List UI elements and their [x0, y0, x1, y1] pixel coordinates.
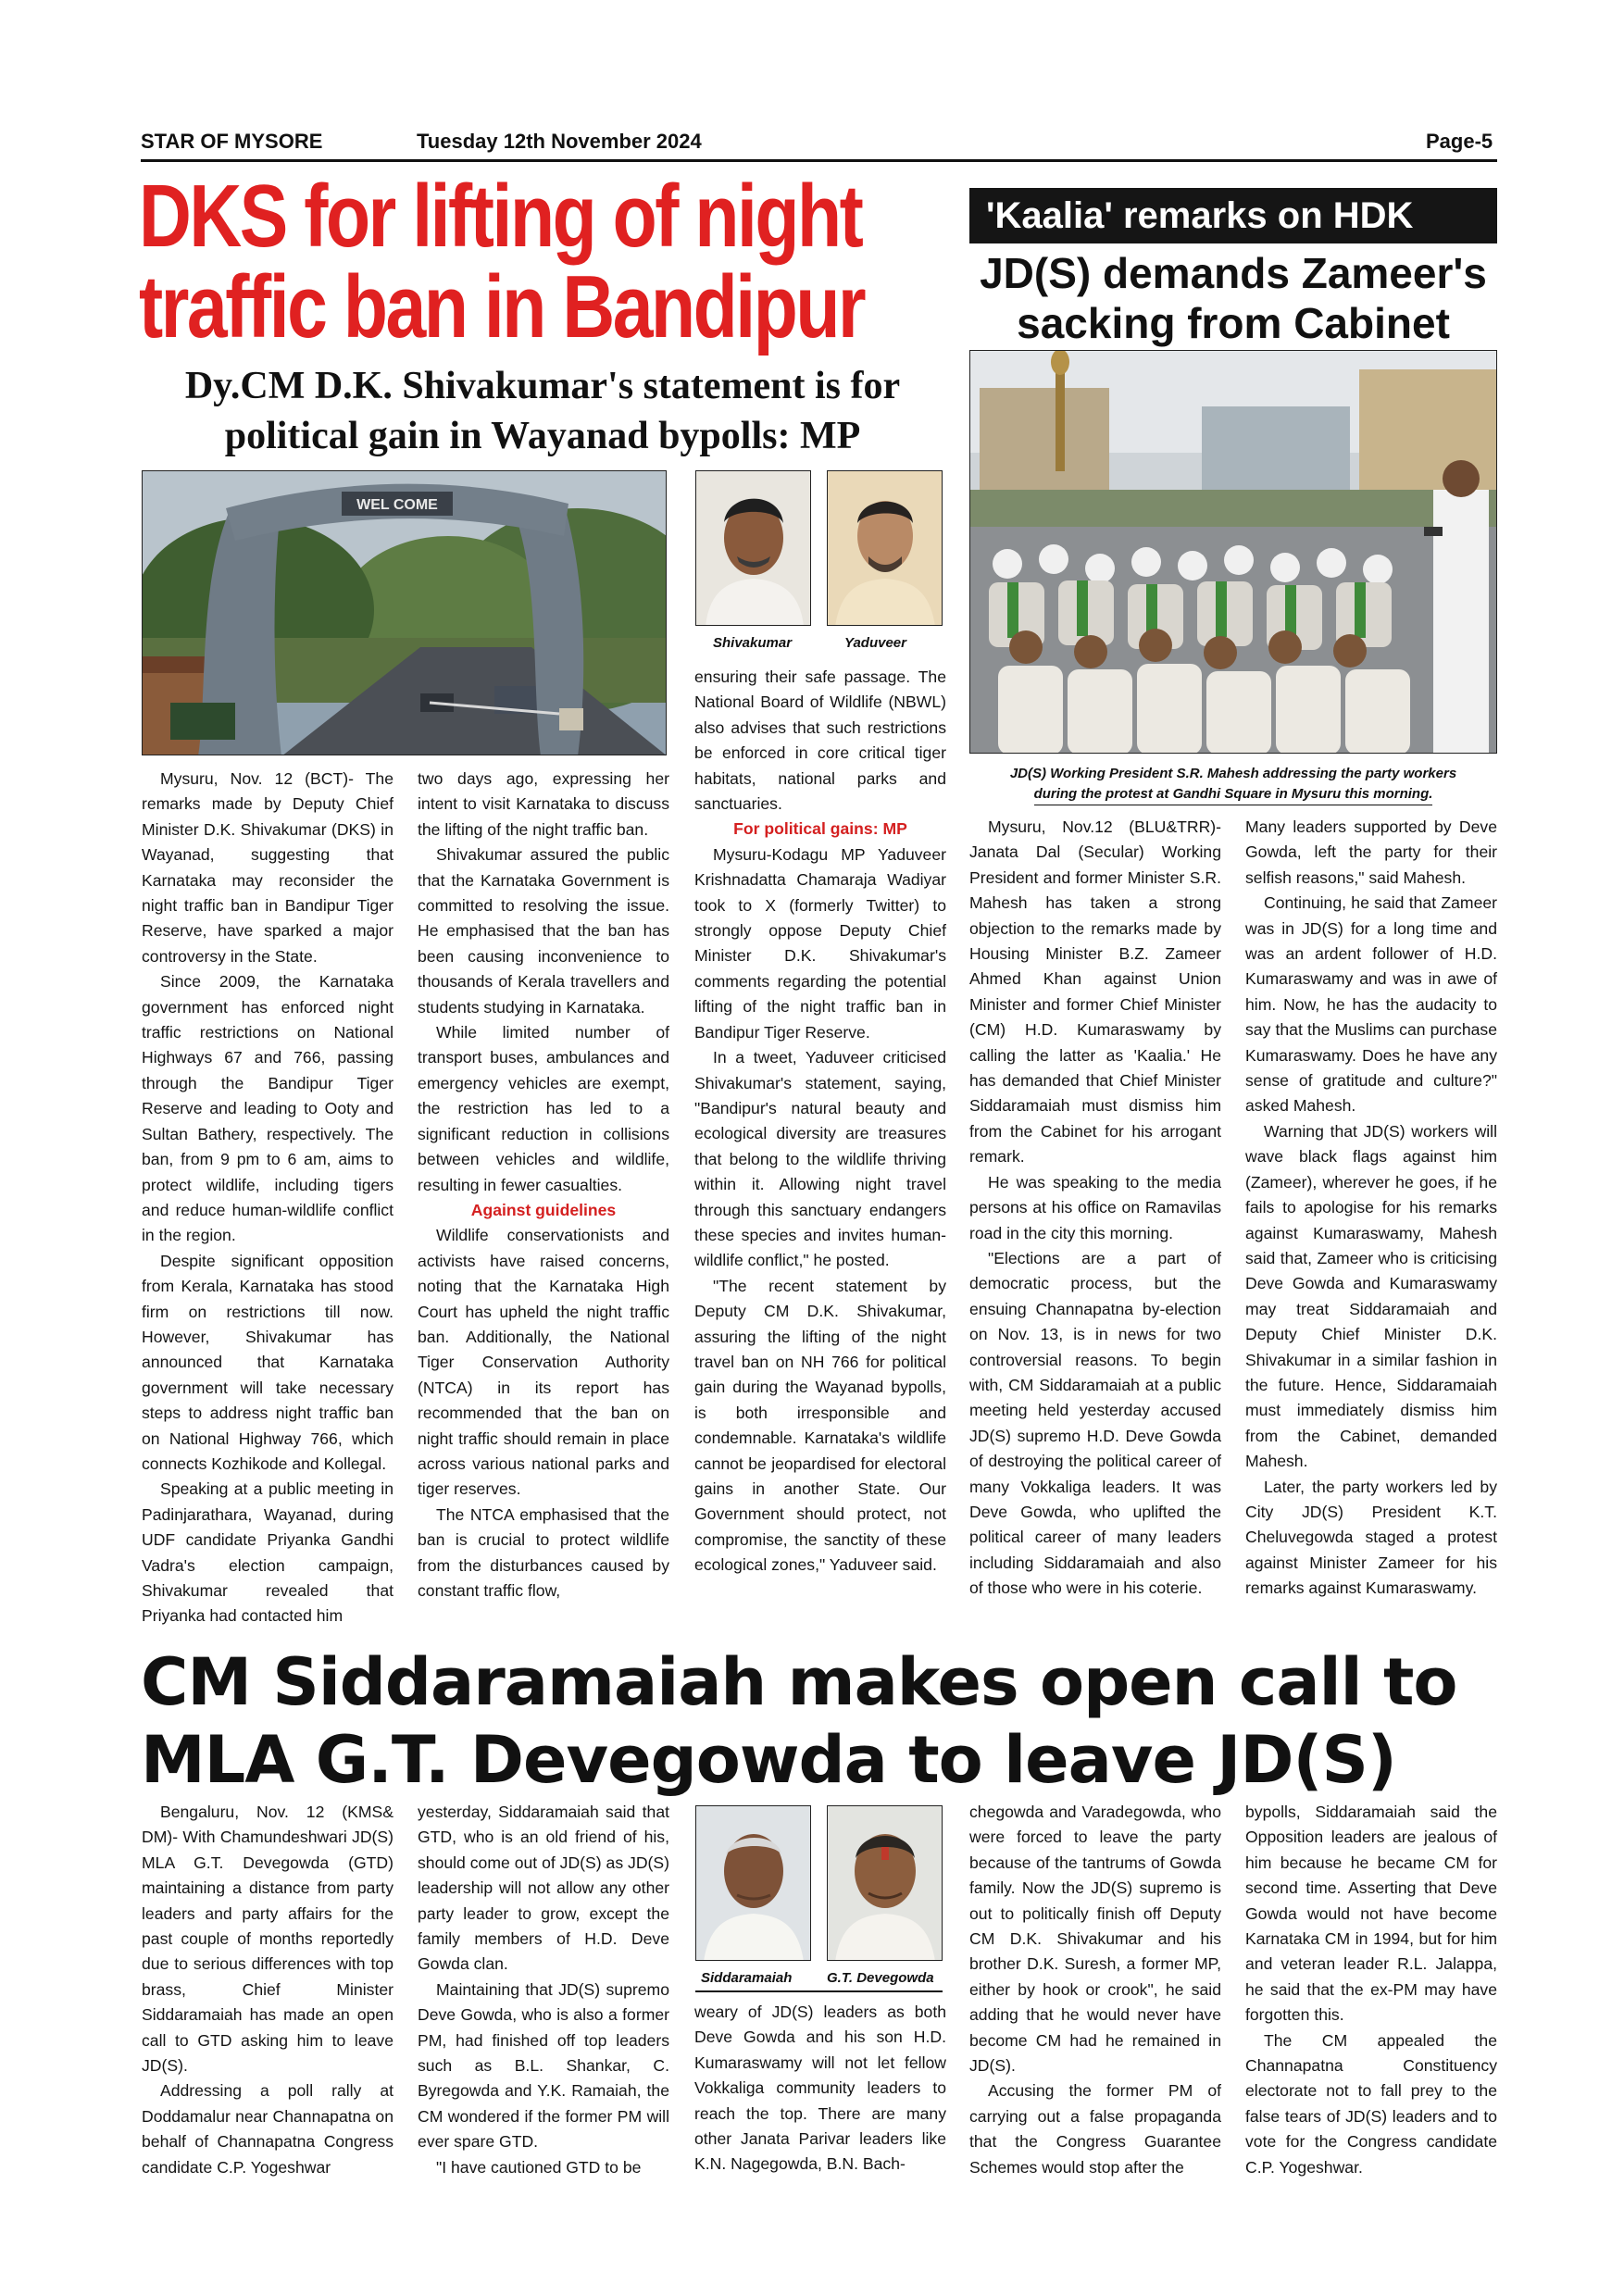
- masthead-page-number: Page-5: [1426, 130, 1493, 153]
- story3-para: Accusing the former PM of carrying out a false propaganda that the Congress Guarantee Schemes would stop after the: [969, 2081, 1221, 2177]
- story1-deck-line1: Dy.CM D.K. Shivakumar's statement is for: [184, 365, 901, 407]
- story2-para: "Elections are a part of democratic process, but the ensuing Channapatna by-election on Nov. 13, is in news for two controversial reasons. To begin with, CM Siddaramaiah at a public meeting held yesterday accused JD(S) supremo H.D. Deve Gowda of destroying the political career of many Vokkaliga leaders. It was Deve Gowda, who uplifted the political career of many leaders including Siddaramaiah and also of those who were in his coterie.: [969, 1248, 1221, 1598]
- arch-sign-text: WEL COME: [356, 497, 438, 513]
- story1-para: Mysuru-Kodagu MP Yaduveer Krishnadatta Chamaraja Wadiyar took to X (formerly Twitter) to strongly oppose Deputy Chief Minister D.K. Shivakumar's comments regarding the potential lifting of the night traffic ban in Bandipur Tiger Reserve.: [694, 844, 946, 1042]
- caption-gt-devegowda: G.T. Devegowda: [827, 1970, 934, 1986]
- bandipur-gate-illustration: [143, 471, 667, 755]
- story3-para: Addressing a poll rally at Doddamalur near Channapatna on behalf of Channapatna Congress candidate C.P. Yogeshwar: [142, 2081, 394, 2177]
- story2-para: Continuing, he said that Zameer was in JD(S) for a long time and was an ardent follower of H.D. Kumaraswamy and was in awe of him. Now, he has the audacity to say that the Muslims can purchase Kumaraswamy. Does he have any sense of gratitude and culture?" asked Mahesh.: [1245, 893, 1497, 1116]
- gt-devegowda-portrait: [827, 1805, 943, 1961]
- story3-column-2: [418, 1800, 669, 2180]
- story3-column-1: [142, 1800, 394, 2180]
- jds-protest-photo: [969, 350, 1497, 754]
- story2-caption-line2: during the protest at Gandhi Square in Mysuru this morning.: [1034, 784, 1433, 805]
- story3-para: yesterday, Siddaramaiah said that GTD, who is an old friend of his, should come out of JD(S) as JD(S) leadership will not allow any other party leader to grow, except the family members of H.D. Deve Gowda clan.: [418, 1803, 669, 1974]
- story1-para: While limited number of transport buses, ambulances and emergency vehicles are exempt, the restriction has led to a significant reduction in collisions between vehicles and wildlife, resulting in fewer casualties.: [418, 1023, 669, 1194]
- story3-column-3: [694, 2000, 946, 2177]
- story1-para: two days ago, expressing her intent to visit Karnataka to discuss the lifting of the night traffic ban.: [418, 769, 669, 839]
- story2-column-1: [969, 815, 1221, 1602]
- story3-headline-line2: MLA G.T. Devegowda to leave JD(S): [141, 1722, 1396, 1798]
- story1-headline-line2: traffic ban in Bandipur: [139, 257, 865, 356]
- story3-column-4: [969, 1800, 1221, 2180]
- story2-para: He was speaking to the media persons at his office on Ramavilas road in the city this morning.: [969, 1172, 1221, 1242]
- story1-subhead-guidelines: Against guidelines: [470, 1200, 617, 1219]
- story1-para: ensuring their safe passage. The National Board of Wildlife (NBWL) also advises that such restrictions be enforced in core critical tiger habitats, national parks and sanctuaries.: [694, 668, 946, 814]
- story3-column-5: [1245, 1800, 1497, 2180]
- story1-para: In a tweet, Yaduveer criticised Shivakumar's statement, saying, "Bandipur's natural beauty and ecological diversity are treasures that belong to the wildlife thriving within it. Allowing night travel through this sanctuary endangers these species and invites human-wildlife conflict," he posted.: [694, 1048, 946, 1270]
- story1-headline: [139, 167, 865, 356]
- masthead-rule: [141, 159, 1497, 162]
- story1-para: Since 2009, the Karnataka government has enforced night traffic restrictions on National Highways 67 and 766, passing through the Bandipur Tiger Reserve and leading to Ooty and Sultan Bathery, respectively. The ban, from 9 pm to 6 am, aims to protect wildlife, including tigers and reduce human-wildlife conflict in the region.: [142, 972, 394, 1245]
- story3-para: weary of JD(S) leaders as both Deve Gowda and his son H.D. Kumaraswamy will not let fellow Vokkaliga community leaders to reach the top. There are many other Janata Parivar leaders like K.N. Nagegowda, B.N. Bach-: [694, 2003, 946, 2174]
- story3-para: Maintaining that JD(S) supremo Deve Gowda, who is also a former PM, had finished off top leaders such as B.L. Shankar, C. Byregowda and Y.K. Ramaiah, the CM wondered if the former PM will ever spare GTD.: [418, 1979, 669, 2152]
- caption-siddaramaiah: Siddaramaiah: [701, 1970, 793, 1986]
- shivakumar-portrait: [695, 470, 811, 626]
- bandipur-gate-photo: [142, 470, 667, 755]
- story2-headline-line2: sacking from Cabinet: [1017, 299, 1450, 347]
- masthead-date: Tuesday 12th November 2024: [417, 130, 702, 153]
- story2-para: Later, the party workers led by City JD(S) President K.T. Cheluvegowda staged a protest against Minister Zameer for his remarks against Kumaraswamy.: [1245, 1477, 1497, 1598]
- story1-para: The NTCA emphasised that the ban is crucial to protect wildlife from the disturbances caused by constant traffic flow,: [418, 1504, 669, 1600]
- story1-column-3: [694, 665, 946, 1578]
- story2-kicker: 'Kaalia' remarks on HDK: [969, 188, 1497, 243]
- story1-para: Shivakumar assured the public that the Karnataka Government is committed to resolving the issue. He emphasised that the ban has been causing inconvenience to thousands of Kerala travellers and students studying in Karnataka.: [418, 845, 669, 1017]
- story1-para: Mysuru, Nov. 12 (BCT)- The remarks made by Deputy Chief Minister D.K. Shivakumar (DKS) in Wayanad, suggesting that Karnataka may reconsider the night traffic ban in Bandipur Tiger Reserve, have sparked a major controversy in the State.: [142, 769, 394, 966]
- story3-para: The CM appealed the Channapatna Constituency electorate not to fall prey to the false tears of JD(S) leaders and to vote for the Congress candidate C.P. Yogeshwar.: [1245, 2030, 1497, 2177]
- story1-column-1: [142, 767, 394, 1629]
- caption-yaduveer: Yaduveer: [844, 635, 906, 651]
- story1-column-2: [418, 767, 669, 1603]
- story1-para: "The recent statement by Deputy CM D.K. Shivakumar, assuring the lifting of the night travel ban on NH 766 for political gain during the Wayanad bypolls, is both irresponsible and condemnable. Karnataka's wildlife cannot be jeopardised for electoral gains in another State. Our Government should protect, not compromise, the sanctity of these ecological zones," Yaduveer said.: [694, 1276, 946, 1575]
- story2-headline-line1: JD(S) demands Zameer's: [980, 249, 1487, 297]
- yaduveer-portrait: [827, 470, 943, 626]
- story3-headline: [141, 1643, 1497, 1799]
- story2-column-2: [1245, 815, 1497, 1602]
- story1-headline-line1: DKS for lifting of night: [139, 167, 862, 266]
- story3-para: "I have cautioned GTD to be: [436, 2157, 642, 2177]
- story2-photo-caption: [969, 764, 1497, 805]
- gt-devegowda-portrait-illustration: [828, 1806, 943, 1961]
- shivakumar-portrait-illustration: [696, 471, 811, 626]
- story1-para: Wildlife conservationists and activists have raised concerns, noting that the Karnataka High Court has upheld the night traffic ban. Additionally, the National Tiger Conservation Authority (NTCA) in its report has recommended that the ban on night traffic should remain in place across various national parks and tiger reserves.: [418, 1226, 669, 1499]
- caption-shivakumar: Shivakumar: [713, 635, 793, 651]
- story1-subhead-political-gains: For political gains: MP: [733, 819, 907, 839]
- story1-para: Despite significant opposition from Kerala, Karnataka has stood firm on restrictions till now. However, Shivakumar has announced that Karnataka government will take necessary steps to address night traffic ban on National Highway 766, which connects Kozhikode and Kollegal.: [142, 1251, 394, 1473]
- story2-headline: [969, 248, 1497, 348]
- story3-para: Bengaluru, Nov. 12 (KMS& DM)- With Chamundeshwari JD(S) MLA G.T. Devegowda (GTD) maintaining a distance from party leaders and party affairs for the past couple of months reportedly due to serious differences with top brass, Chief Minister Siddaramaiah has made an open call to GTD asking him to leave JD(S).: [142, 1803, 394, 2076]
- siddaramaiah-portrait: [695, 1805, 811, 1961]
- story2-para: Warning that JD(S) workers will wave black flags against him (Zameer), wherever he goes, if he fails to apologise for his remarks against Kumaraswamy, Mahesh said that, Zameer who is criticising Deve Gowda and Kumaraswamy may treat Siddaramaiah and Deputy Chief Minister D.K. Shivakumar in a similar fashion in the future. Hence, Siddaramaiah must immediately dismiss him from the Cabinet, demanded Mahesh.: [1245, 1121, 1497, 1471]
- story3-headline-line1: CM Siddaramaiah makes open call to: [141, 1644, 1457, 1720]
- story3-para: bypolls, Siddaramaiah said the Opposition leaders are jealous of him because he became CM for second time. Asserting that Deve Gowda would not have become Karnataka CM in 1994, but for him and veteran leader R.L. Jalappa, he said that the ex-PM may have forgotten this.: [1245, 1803, 1497, 2025]
- story2-para: Many leaders supported by Deve Gowda, left the party for their selfish reasons," said Mahesh.: [1245, 817, 1497, 887]
- story2-para: Mysuru, Nov.12 (BLU&TRR)- Janata Dal (Secular) Working President and former Minister S.R. Mahesh has taken a strong objection to the remarks made by Housing Minister B.Z. Zameer Ahmed Khan against Union Minister and former Chief Minister (CM) H.D. Kumaraswamy by calling the latter as 'Kaalia.' He has demanded that Chief Minister Siddaramaiah must dismiss him from the Cabinet for his arrogant remark.: [969, 817, 1221, 1167]
- story3-para: chegowda and Varadegowda, who were forced to leave the party because of the tantrums of Gowda family. Now the JD(S) supremo is out to politically finish off Deputy CM D.K. Shivakumar and his brother D.K. Suresh, a former MP, either by hook or crook", he said adding that he would never have become CM had he remained in JD(S).: [969, 1803, 1221, 2076]
- masthead-paper-name: STAR OF MYSORE: [141, 130, 323, 153]
- story1-deck: [141, 361, 944, 461]
- story1-para: Speaking at a public meeting in Padinjarathara, Wayanad, during UDF candidate Priyanka Gandhi Vadra's election campaign, Shivakumar revealed that Priyanka had contacted him: [142, 1479, 394, 1626]
- story2-caption-line1: JD(S) Working President S.R. Mahesh addressing the party workers: [1009, 766, 1457, 781]
- yaduveer-portrait-illustration: [828, 471, 943, 626]
- portrait-caption-rule: [695, 1990, 943, 1992]
- protest-illustration: [970, 351, 1497, 754]
- siddaramaiah-portrait-illustration: [696, 1806, 811, 1961]
- story1-deck-line2: political gain in Wayanad bypolls: MP: [224, 415, 861, 457]
